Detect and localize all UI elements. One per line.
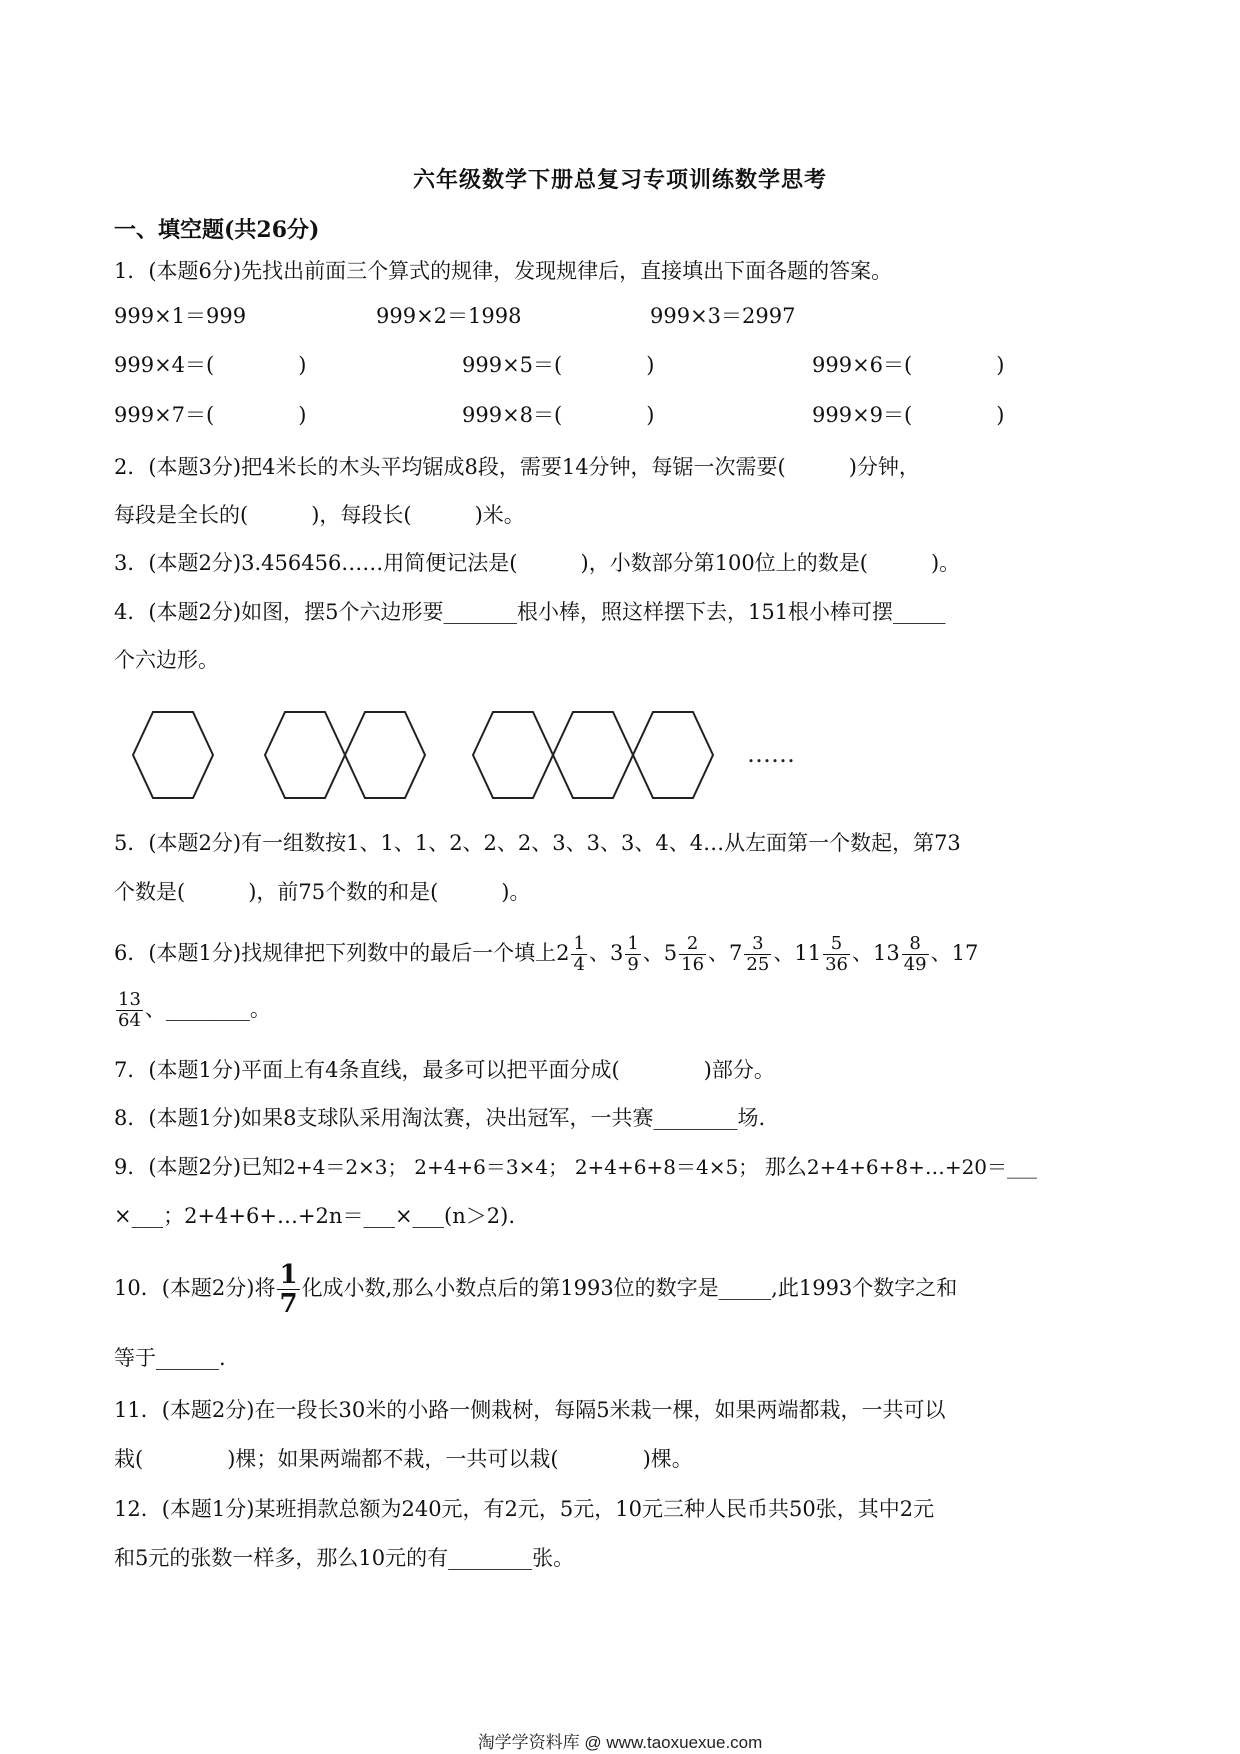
q1-blank: 999×6＝( )	[812, 353, 1005, 377]
question-2-line2: 每段是全长的( )，每段长( )米。	[114, 503, 525, 527]
fraction-one-seventh: $\frac{1}{7}$	[279, 1260, 298, 1319]
q1-equation: 999×2＝1998	[376, 304, 522, 328]
q6-blank: 、________。	[144, 997, 271, 1021]
question-4-line1: 4．(本题2分)如图，摆5个六边形要_______根小棒，照这样摆下去，151根小棒可摆_____	[114, 600, 946, 624]
hexagon-shape	[265, 712, 345, 798]
formula: 2+4+6＝3×4；	[414, 1155, 569, 1179]
hexagon-figure	[125, 700, 845, 810]
continuation-dots: ……	[747, 740, 795, 768]
question-10-line2: 等于______.	[114, 1346, 226, 1370]
hexagon-shape	[553, 712, 633, 798]
question-10-line1: 10．(本题2分)将 $\frac{1}{7}$ 化成小数,那么小数点后的第1993位的数字是_____,此1993个数字之和	[114, 1260, 958, 1319]
q1-blank: 999×4＝( )	[114, 353, 307, 377]
mixed-number: 11 $\frac{5}{36}$	[794, 933, 848, 975]
q1-blank: 999×9＝( )	[812, 403, 1005, 427]
question-12-line1: 12．(本题1分)某班捐款总额为240元，有2元，5元，10元三种人民币共50张，其中2元	[114, 1497, 935, 1521]
question-5-line2: 个数是( )，前75个数的和是( )。	[114, 880, 531, 904]
question-12-line2: 和5元的张数一样多，那么10元的有________张。	[114, 1546, 575, 1570]
formula: 2+4+6+8＝4×5；	[574, 1155, 759, 1179]
section-heading: 一、填空题(共26分)	[114, 217, 320, 243]
mixed-number: 7 $\frac{3}{25}$	[729, 933, 770, 975]
question-6-line2	[114, 986, 271, 1032]
question-9-line2: ×___；2+4+6+…+2n＝___×___(n＞2).	[114, 1204, 515, 1228]
question-11-line2: 栽( )棵；如果两端都不栽，一共可以栽( )棵。	[114, 1447, 693, 1471]
mixed-number: 3 $\frac{1}{9}$	[609, 933, 639, 975]
q1-blank: 999×7＝( )	[114, 403, 307, 427]
mixed-number: 13 $\frac{8}{49}$	[872, 933, 927, 975]
formula: 2+4+6+8+…+20＝___	[806, 1155, 1038, 1179]
q1-blank: 999×5＝( )	[462, 353, 655, 377]
question-4-line2: 个六边形。	[114, 648, 219, 672]
q1-blank: 999×8＝( )	[462, 403, 655, 427]
formula: 2+4＝2×3；	[283, 1155, 408, 1179]
hexagon-shape	[633, 712, 713, 798]
question-11-line1: 11．(本题2分)在一段长30米的小路一侧栽树，每隔5米栽一棵，如果两端都栽，一共可以	[114, 1398, 946, 1422]
mixed-number: 5 $\frac{2}{16}$	[663, 933, 705, 975]
footer-watermark: 淘学学资料库 @ www.taoxuexue.com	[477, 1733, 763, 1752]
q6-prefix: 6．(本题1分)找规律把下列数中的最后一个填上	[114, 941, 557, 965]
last-whole: 17	[951, 941, 979, 965]
question-1-text: 1．(本题6分)先找出前面三个算式的规律，发现规律后，直接填出下面各题的答案。	[114, 259, 893, 283]
question-6-line1: 6．(本题1分)找规律把下列数中的最后一个填上2 $\frac{1}{4}$ 、3 $\frac{1}{9}$ 、5 $\frac{2}{16}$ 、7 $\frac{3}{25}$ 、11 $\frac{5}{36}$ 、13 $\frac{8}{49}$ 、17	[114, 933, 979, 975]
page-title: 六年级数学下册总复习专项训练数学思考	[412, 167, 827, 193]
question-5-line1: 5．(本题2分)有一组数按1、1、1、2、2、2、3、3、3、4、4…从左面第一个数起，第73	[114, 831, 961, 855]
last-fraction: $\frac{13}{64}$	[118, 989, 141, 1031]
question-9-line1: 9．(本题2分)已知2+4＝2×3； 2+4+6＝3×4； 2+4+6+8＝4×5； 那么2+4+6+8+…+20＝___	[114, 1155, 1038, 1179]
question-8: 8．(本题1分)如果8支球队采用淘汰赛，决出冠军，一共赛________场.	[114, 1106, 766, 1130]
q1-equation: 999×1＝999	[114, 304, 247, 328]
mixed-number: 2 $\frac{1}{4}$	[556, 933, 585, 975]
question-7: 7．(本题1分)平面上有4条直线，最多可以把平面分成( )部分。	[114, 1058, 775, 1082]
hexagon-shape	[473, 712, 553, 798]
hexagon-shape	[345, 712, 425, 798]
hexagon-shape	[133, 712, 213, 798]
question-3: 3．(本题2分)3.456456……用简便记法是( )，小数部分第100位上的数是( )。	[114, 551, 961, 575]
question-2-line1: 2．(本题3分)把4米长的木头平均锯成8段，需要14分钟，每锯一次需要( )分钟，	[114, 455, 920, 479]
q1-equation: 999×3＝2997	[650, 304, 796, 328]
